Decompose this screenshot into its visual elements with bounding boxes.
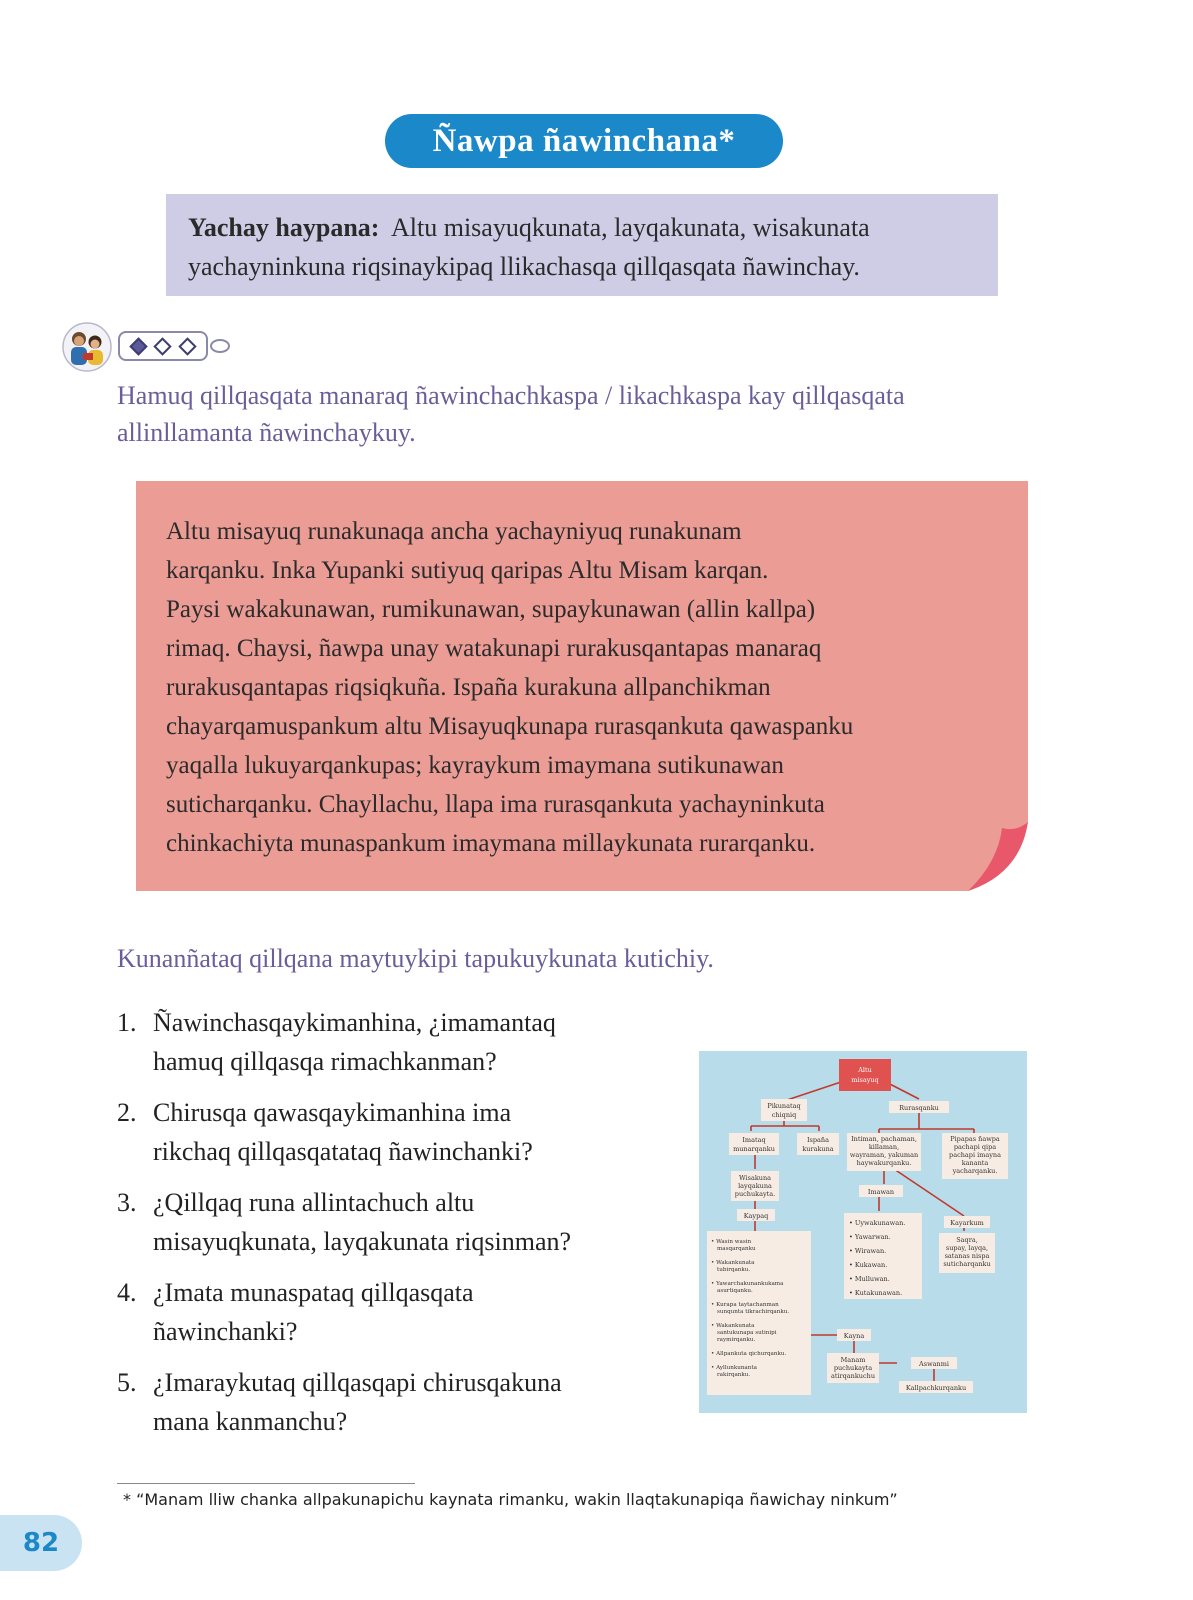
concept-node-text: pachapi qipa: [953, 1143, 997, 1151]
concept-node-text: haywakurqanku.: [856, 1159, 912, 1167]
children-reading-icon: [62, 322, 112, 372]
concept-node-text: Pikunataq: [767, 1102, 801, 1110]
question-text: mana kanmanchu?: [153, 1407, 348, 1436]
concept-node-text: killaman,: [868, 1143, 900, 1151]
svg-text:• Wakankunata: • Wakankunata: [711, 1260, 755, 1266]
concept-node-text: kananta: [961, 1159, 989, 1167]
question-instruction: Kunanñataq qillqana maytuykipi tapukuykunata kutichiy.: [117, 944, 714, 973]
page-curl-icon: [968, 822, 1028, 891]
question-text: hamuq qillqasqa rimachkanman?: [153, 1047, 497, 1076]
question-text: ñawinchanki?: [153, 1317, 298, 1346]
badge-tail-icon: [210, 339, 230, 353]
question-text: ¿Qillqaq runa allintachuch altu: [153, 1188, 475, 1217]
svg-text:tubirqanku.: tubirqanku.: [717, 1267, 751, 1273]
reading-passage-text: Altu misayuq runakunaqa ancha yachayniyuq runakunam karqanku. Inka Yupanki sutiyuq qaripas Altu Misam karqan. Paysi wakakunawan, rumikunawan, supaykunawan (allin kallpa) rimaq. Chaysi, ñawpa unay watakunapi rurakusqantapas manaraq rurakusqantapas riqsiqkuña. Ispaña kurakuna allpanchikman chayarqamuspankum altu Misayuqkunapa rurasqankuta qawaspanku yaqalla lukuyarqankupas; kayraykum imaymana sutikunawan suticharqanku. Chayllachu, llapa ima rurasqankuta yachayninkuta chinkachiyta munaspankum imaymana millaykunata rurarqanku.: [166, 518, 854, 857]
question-item: [117, 1183, 677, 1261]
concept-node-text: Wisakuna: [738, 1174, 772, 1182]
concept-list-item: • Mulluwan.: [849, 1275, 890, 1283]
question-text: Ñawinchasqaykimanhina, ¿imamantaq: [153, 1008, 556, 1037]
concept-list-item: • Uywakunawan.: [849, 1219, 906, 1227]
concept-list-item: • Kutakunawan.: [849, 1289, 903, 1297]
svg-text:• Allpankuta qichurqanku.: • Allpankuta qichurqanku.: [711, 1351, 787, 1357]
concept-node-text: Kayna: [843, 1332, 865, 1340]
footnote: * “Manam lliw chanka allpakunapichu kaynata rimanku, wakin llaqtakunapiqa ñawichay ninkum”: [123, 1490, 898, 1509]
concept-node-text: Intiman, pachaman,: [851, 1135, 917, 1143]
question-number: 3.: [117, 1188, 137, 1217]
concept-list-item: • Yawarwan.: [849, 1233, 891, 1241]
goal-line-2: yachayninkuna riqsinaykipaq llikachasqa qillqasqata ñawinchay.: [188, 252, 860, 281]
concept-map-diagram: [699, 1051, 1027, 1413]
question-item: [117, 1273, 677, 1351]
concept-node-text: Kaypaq: [743, 1212, 769, 1220]
question-item: [117, 1093, 677, 1171]
concept-node-text: puchukayta.: [734, 1190, 776, 1198]
goal-label: Yachay haypana:: [188, 213, 380, 242]
concept-node-text: Imataq: [742, 1136, 766, 1144]
concept-node-text: Imawan: [867, 1188, 895, 1196]
question-number: 4.: [117, 1278, 137, 1307]
question-text: rikchaq qillqasqatataq ñawinchanki?: [153, 1137, 533, 1166]
concept-node-text: layqakuna: [738, 1182, 772, 1190]
learning-goal-box: [166, 194, 998, 296]
svg-text:• Kurapa taytachanman: • Kurapa taytachanman: [711, 1302, 779, 1308]
concept-node-text: supay, layqa,: [945, 1244, 989, 1252]
svg-text:• Ayllunkunanta: • Ayllunkunanta: [711, 1365, 757, 1371]
svg-text:masqarqanku: masqarqanku: [717, 1246, 756, 1252]
svg-text:rakirqanku.: rakirqanku.: [717, 1372, 751, 1378]
svg-text:raymirqanku.: raymirqanku.: [717, 1337, 756, 1343]
concept-node-text: Rurasqanku: [899, 1104, 939, 1112]
svg-text:asurtiqanku.: asurtiqanku.: [717, 1288, 753, 1294]
concept-node-text: chiqniq: [771, 1111, 797, 1119]
level-diamond-filled-icon: [129, 337, 147, 355]
concept-root-line: Altu: [858, 1066, 872, 1074]
concept-node-text: Manam: [840, 1356, 866, 1364]
concept-node-text: Pipapas ñawpa: [950, 1135, 1000, 1143]
footnote-divider: [117, 1483, 415, 1484]
level-diamond-empty-icon: [154, 337, 172, 355]
pre-reading-instruction: [117, 377, 1037, 451]
concept-node-text: puchukayta: [833, 1364, 873, 1372]
svg-text:• Wasin wasin: • Wasin wasin: [711, 1239, 752, 1245]
concept-root-box: [839, 1059, 891, 1091]
concept-node-text: yacharqanku.: [952, 1167, 998, 1175]
question-text: Chirusqa qawasqaykimanhina ima: [153, 1098, 512, 1127]
page-number: 82: [0, 1515, 82, 1571]
concept-node-text: pachapi imayna: [949, 1151, 1001, 1159]
reading-passage-box: [136, 481, 1028, 891]
concept-node-text: wayraman, yakuman: [849, 1151, 919, 1159]
concept-node-text: Kallpachkurqanku: [905, 1384, 967, 1392]
concept-node-text: satanas nispa: [944, 1252, 990, 1260]
instruction-line-2: allinllamanta ñawinchaykuy.: [117, 418, 416, 447]
concept-node-text: Ispaña: [806, 1136, 830, 1144]
question-number: 5.: [117, 1368, 137, 1397]
concept-node-text: kurakuna: [802, 1145, 834, 1153]
concept-node-text: Saqra,: [956, 1236, 978, 1244]
concept-node-text: Aswanmi: [919, 1360, 949, 1368]
svg-text:santukunapa sutinipi: santukunapa sutinipi: [717, 1330, 777, 1336]
question-item: [117, 1363, 677, 1441]
question-text: misayuqkunata, layqakunata riqsinman?: [153, 1227, 572, 1256]
svg-text:• Wakankunata: • Wakankunata: [711, 1323, 755, 1329]
difficulty-level-badge: [118, 331, 208, 361]
concept-root-line: misayuq: [851, 1076, 879, 1084]
concept-node-text: suticharqanku: [943, 1260, 991, 1268]
concept-node-text: atirqankuchu: [830, 1372, 876, 1380]
concept-list-item: • Kukawan.: [849, 1261, 888, 1269]
concept-node-text: Kayarkum: [950, 1219, 984, 1227]
question-text: ¿Imaraykutaq qillqasqapi chirusqakuna: [153, 1368, 562, 1397]
question-list: [117, 1003, 677, 1453]
svg-text:• Yawarchakunankukama: • Yawarchakunankukama: [711, 1281, 784, 1287]
question-item: [117, 1003, 677, 1081]
question-text: ¿Imata munaspataq qillqasqata: [153, 1278, 474, 1307]
goal-line-1: Altu misayuqkunata, layqakunata, wisakunata: [391, 213, 870, 242]
page-title: Ñawpa ñawinchana*: [385, 114, 783, 168]
svg-text:sunqunta tikrachirqanku.: sunqunta tikrachirqanku.: [717, 1309, 790, 1315]
concept-list-item: • Wirawan.: [849, 1247, 887, 1255]
question-number: 2.: [117, 1098, 137, 1127]
concept-node-text: munarqanku: [733, 1145, 775, 1153]
question-number: 1.: [117, 1008, 137, 1037]
instruction-line-1: Hamuq qillqasqata manaraq ñawinchachkaspa / likachkaspa kay qillqasqata: [117, 381, 905, 410]
level-diamond-empty-icon: [178, 337, 196, 355]
